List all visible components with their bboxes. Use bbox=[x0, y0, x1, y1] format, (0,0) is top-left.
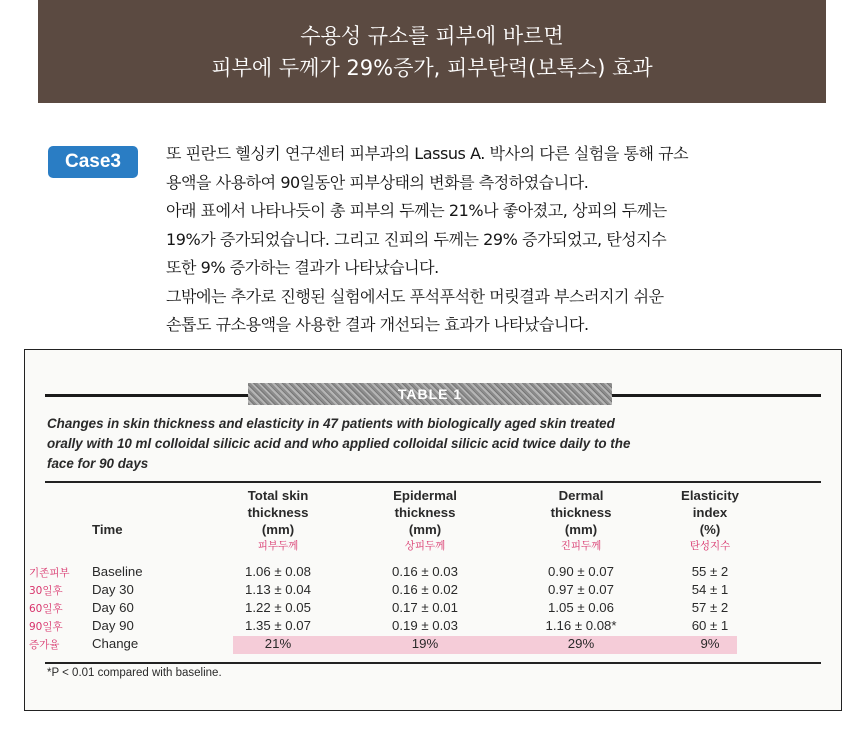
table-cell: 54 ± 1 bbox=[691, 582, 729, 597]
case-line: 또 핀란드 헬싱키 연구센터 피부과의 Lassus A. 박사의 다른 실험을 통해 규소 bbox=[166, 144, 689, 163]
caption-line: Changes in skin thickness and elasticity in 47 patients with biologically aged skin treated bbox=[47, 416, 615, 431]
study-table-image bbox=[24, 349, 842, 711]
case-line: 그밖에는 추가로 진행된 실험에서도 푸석푸석한 머릿결과 부스러지기 쉬운 bbox=[166, 286, 664, 306]
table-cell: 1.06 ± 0.08 bbox=[245, 564, 311, 579]
header-line: Total skin bbox=[247, 488, 309, 503]
row-korean-label: 60일후 bbox=[29, 603, 63, 615]
table-header-rule bbox=[45, 481, 821, 483]
table-cell: 9% bbox=[700, 636, 720, 651]
row-korean-label: 30일후 bbox=[29, 585, 63, 597]
caption-line: face for 90 days bbox=[47, 456, 149, 471]
header-line: Dermal bbox=[558, 488, 604, 503]
header-line: thickness bbox=[247, 505, 309, 520]
header-line: index bbox=[692, 505, 728, 520]
header-banner bbox=[38, 0, 826, 103]
header-line: Epidermal bbox=[393, 488, 457, 503]
table-cell: 1.35 ± 0.07 bbox=[245, 618, 311, 633]
table-cell: 0.16 ± 0.03 bbox=[392, 564, 458, 579]
row-korean-label: 기존피부 bbox=[29, 567, 70, 579]
header-line: (mm) bbox=[564, 522, 598, 537]
table-cell: 55 ± 2 bbox=[691, 564, 729, 579]
case-line: 아래 표에서 나타나듯이 총 피부의 두께는 21%나 좋아졌고, 상피의 두께는 bbox=[166, 201, 667, 220]
header-korean-label: 피부두께 bbox=[257, 540, 299, 552]
table-body bbox=[25, 564, 841, 654]
table-row bbox=[25, 564, 841, 582]
header-line: thickness bbox=[550, 505, 612, 520]
case-line: 용액을 사용하여 90일동안 피부상태의 변화를 측정하였습니다. bbox=[166, 172, 589, 192]
table-cell: 0.16 ± 0.02 bbox=[392, 582, 458, 597]
header-line: (%) bbox=[699, 522, 721, 537]
table-cell: 1.16 ± 0.08* bbox=[545, 618, 617, 633]
table-row-change bbox=[25, 636, 841, 654]
table-cell: 29% bbox=[567, 636, 595, 651]
table-row bbox=[25, 582, 841, 600]
case-description bbox=[166, 140, 826, 340]
header-korean-label: 상피두께 bbox=[404, 540, 446, 552]
table-cell: 0.19 ± 0.03 bbox=[392, 618, 458, 633]
banner-line-2: 피부에 두께가 29%증가, 피부탄력(보톡스) 효과 bbox=[211, 55, 653, 80]
table-cell: 1.13 ± 0.04 bbox=[245, 582, 311, 597]
table-caption bbox=[47, 414, 827, 474]
time-column-header: Time bbox=[92, 522, 123, 537]
column-header-dermal bbox=[526, 487, 636, 555]
row-time: Baseline bbox=[92, 564, 143, 579]
row-korean-label: 90일후 bbox=[29, 621, 63, 633]
header-line: (mm) bbox=[261, 522, 295, 537]
table-cell: 1.05 ± 0.06 bbox=[548, 600, 614, 615]
table-cell: 19% bbox=[411, 636, 439, 651]
table-row bbox=[25, 618, 841, 636]
row-time: Change bbox=[92, 636, 139, 651]
row-korean-label: 증가율 bbox=[29, 639, 60, 651]
header-line: (mm) bbox=[408, 522, 442, 537]
table-row bbox=[25, 600, 841, 618]
column-header-total-skin bbox=[223, 487, 333, 555]
table-cell: 1.22 ± 0.05 bbox=[245, 600, 311, 615]
row-time: Day 60 bbox=[92, 600, 134, 615]
header-korean-label: 진피두께 bbox=[560, 540, 602, 552]
row-time: Day 90 bbox=[92, 618, 134, 633]
table-cell: 57 ± 2 bbox=[691, 600, 729, 615]
case-line: 손톱도 규소용액을 사용한 결과 개선되는 효과가 나타났습니다. bbox=[166, 315, 589, 334]
table-cell: 21% bbox=[264, 636, 292, 651]
banner-line-1: 수용성 규소를 피부에 바르면 bbox=[300, 23, 564, 48]
table-cell: 60 ± 1 bbox=[691, 618, 729, 633]
case-line: 또한 9% 증가하는 결과가 나타났습니다. bbox=[166, 258, 439, 277]
row-time: Day 30 bbox=[92, 582, 134, 597]
case-line: 19%가 증가되었습니다. 그리고 진피의 두께는 29% 증가되었고, 탄성지수 bbox=[166, 229, 667, 249]
case-badge: Case3 bbox=[48, 146, 138, 178]
column-header-epidermal bbox=[370, 487, 480, 555]
table-cell: 0.97 ± 0.07 bbox=[548, 582, 614, 597]
table-title: TABLE 1 bbox=[248, 383, 612, 405]
header-line: thickness bbox=[394, 505, 456, 520]
table-cell: 0.90 ± 0.07 bbox=[548, 564, 614, 579]
table-bottom-rule bbox=[45, 662, 821, 664]
table-cell: 0.17 ± 0.01 bbox=[392, 600, 458, 615]
table-footnote: *P < 0.01 compared with baseline. bbox=[47, 667, 222, 679]
caption-line: orally with 10 ml colloidal silicic acid and who applied colloidal silicic acid twice daily to the bbox=[47, 436, 631, 451]
column-header-elasticity bbox=[655, 487, 765, 555]
header-line: Elasticity bbox=[681, 488, 739, 503]
header-korean-label: 탄성지수 bbox=[689, 540, 731, 552]
